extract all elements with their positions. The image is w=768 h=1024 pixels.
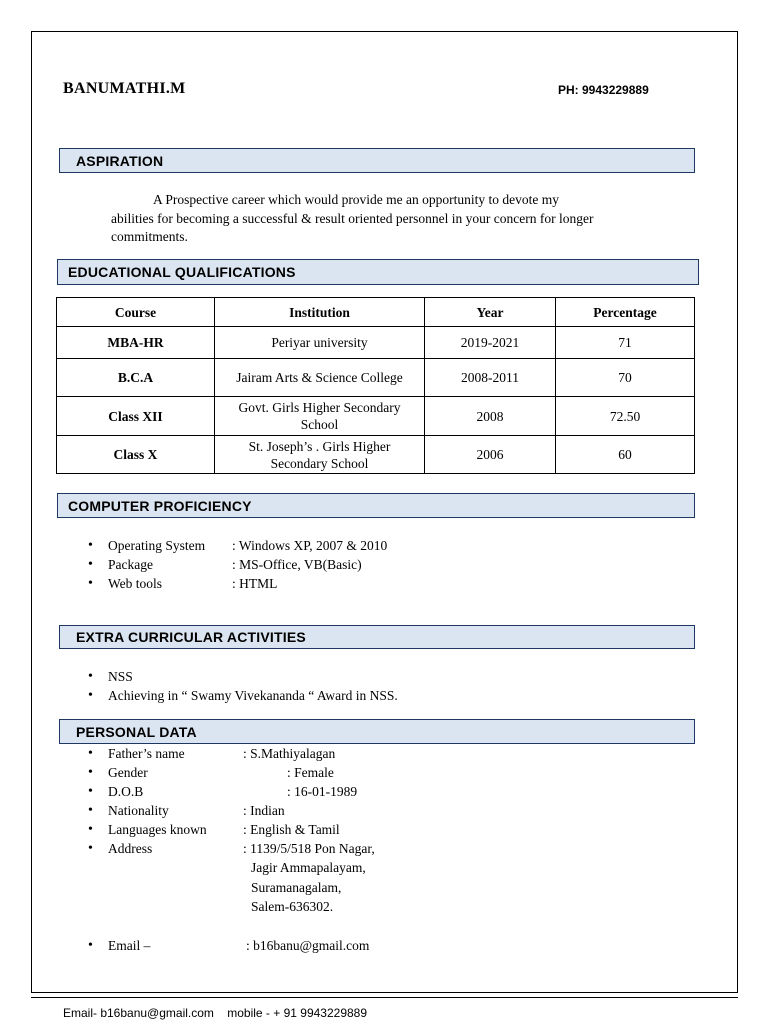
item-value: : Female: [287, 765, 334, 780]
item-value: : 16-01-1989: [287, 784, 358, 799]
item-value: : HTML: [232, 576, 278, 591]
item-label: Address: [108, 841, 153, 856]
course-cell: B.C.A: [57, 359, 215, 397]
education-heading-text: EDUCATIONAL QUALIFICATIONS: [68, 264, 296, 280]
item-label: Operating System: [108, 538, 206, 553]
percentage-cell: 71: [556, 327, 695, 359]
extra-curricular-list: [88, 667, 398, 705]
aspiration-line-2: abilities for becoming a successful & result oriented personnel in your concern for longer: [111, 210, 594, 226]
percentage-cell: 70: [556, 359, 695, 397]
course-cell: Class X: [57, 436, 215, 474]
computer-heading-text: COMPUTER PROFICIENCY: [68, 497, 252, 514]
email-list: [88, 936, 369, 955]
item-label: Gender: [108, 765, 148, 780]
aspiration-heading-text: ASPIRATION: [76, 152, 164, 169]
table-row: [57, 436, 695, 474]
aspiration-line-1: A Prospective career which would provide me an opportunity to devote my: [153, 192, 560, 207]
personal-data-heading-text: PERSONAL DATA: [76, 723, 197, 740]
institution-cell: Jairam Arts & Science College: [215, 359, 425, 397]
personal-data-list: [88, 744, 375, 858]
extra-curricular-heading: [59, 625, 695, 649]
extra-curricular-heading-text: EXTRA CURRICULAR ACTIVITIES: [76, 629, 306, 645]
address-line-4: Salem-636302.: [251, 899, 334, 914]
item-label: Email –: [108, 938, 151, 953]
address-block: [251, 858, 366, 917]
list-item: [88, 744, 375, 763]
list-item: [88, 574, 387, 593]
item-value: : Windows XP, 2007 & 2010: [232, 538, 388, 553]
column-header: Percentage: [556, 298, 695, 327]
aspiration-paragraph: [111, 191, 691, 247]
item-value: : MS-Office, VB(Basic): [232, 557, 362, 572]
list-item: [88, 936, 369, 955]
item-label: Languages known: [108, 822, 207, 837]
list-item: [88, 555, 387, 574]
list-item: [88, 763, 375, 782]
percentage-cell: 72.50: [556, 397, 695, 436]
address-line-1: : 1139/5/518 Pon Nagar,: [243, 841, 375, 856]
column-header: Year: [425, 298, 556, 327]
item-value: : Indian: [243, 803, 285, 818]
column-header: Course: [57, 298, 215, 327]
item-label: Web tools: [108, 576, 163, 591]
education-heading: [57, 259, 699, 285]
address-line-3: Suramanagalam,: [251, 879, 342, 895]
footer-contact: Email- b16banu@gmail.com mobile - + 91 9943229889: [63, 1006, 368, 1020]
list-item: [88, 820, 375, 839]
table-row: [57, 359, 695, 397]
year-cell: 2008-2011: [425, 359, 556, 397]
computer-list: [88, 536, 387, 593]
course-cell: Class XII: [57, 397, 215, 436]
item-value: : S.Mathiyalagan: [243, 746, 336, 761]
list-item: [88, 801, 375, 820]
aspiration-line-3: commitments.: [111, 229, 188, 244]
item-label: Nationality: [108, 803, 169, 818]
table-row: [57, 327, 695, 359]
year-cell: 2019-2021: [425, 327, 556, 359]
email-value: : b16banu@gmail.com: [246, 938, 370, 953]
aspiration-heading: [59, 148, 695, 173]
column-header: Institution: [215, 298, 425, 327]
item-label: D.O.B: [108, 784, 144, 799]
footer-divider: [31, 997, 738, 998]
item-label: Package: [108, 557, 153, 572]
education-table: [56, 297, 695, 474]
institution-cell: Periyar university: [215, 327, 425, 359]
item-label: Father’s name: [108, 746, 185, 761]
personal-data-heading: [59, 719, 695, 744]
institution-cell: Govt. Girls Higher Secondary School: [215, 397, 425, 436]
table-header-row: [57, 298, 695, 327]
list-item: [88, 839, 375, 858]
list-item: [88, 782, 375, 801]
year-cell: 2006: [425, 436, 556, 474]
phone-number: PH: 9943229889: [558, 83, 649, 97]
item-value: : English & Tamil: [243, 822, 340, 837]
candidate-name: BANUMATHI.M: [63, 80, 186, 97]
list-item: [88, 536, 387, 555]
percentage-cell: 60: [556, 436, 695, 474]
address-line-2: Jagir Ammapalayam,: [251, 860, 366, 875]
institution-cell: St. Joseph’s . Girls Higher Secondary School: [215, 436, 425, 474]
list-item: • NSS: [88, 667, 398, 686]
list-item: • Achieving in “ Swamy Vivekananda “ Award in NSS.: [88, 686, 398, 705]
table-row: [57, 397, 695, 436]
course-cell: MBA-HR: [57, 327, 215, 359]
year-cell: 2008: [425, 397, 556, 436]
computer-heading: [57, 493, 695, 518]
